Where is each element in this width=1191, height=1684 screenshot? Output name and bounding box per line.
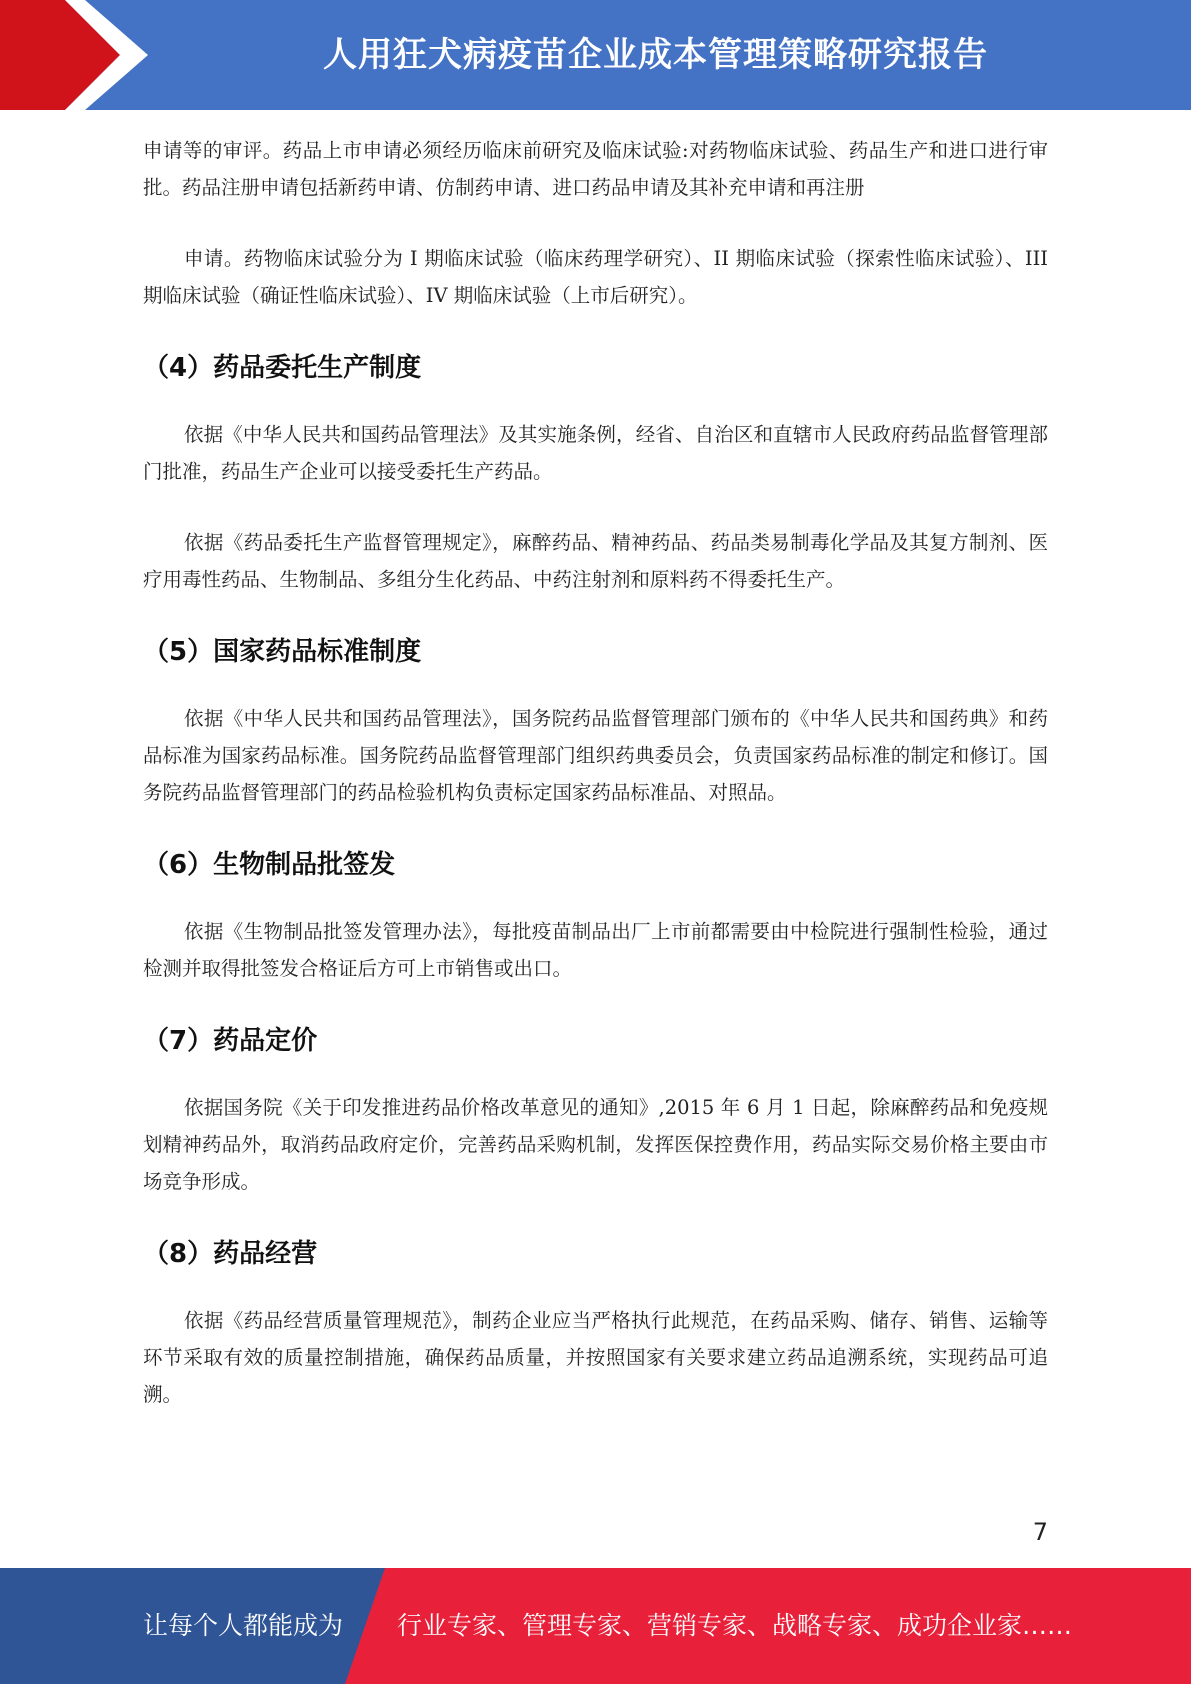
document-body	[143, 132, 1048, 1447]
section-8-paragraph-1: 依据《药品经营质量管理规范》，制药企业应当严格执行此规范，在药品采购、储存、销售、运输等环节采取有效的质量控制措施，确保药品质量，并按照国家有关要求建立药品追溯系统，实现药品可追溯。	[143, 1309, 1048, 1406]
header-chevron-icon	[0, 0, 160, 110]
section-7-paragraph-1: 依据国务院《关于印发推进药品价格改革意见的通知》,2015 年 6 月 1 日起，除麻醉药品和免疫规划精神药品外，取消药品政府定价，完善药品采购机制，发挥医保控费作用，药品实际交易价格主要由市场竞争形成。	[143, 1096, 1048, 1193]
page-number: 7	[1032, 1518, 1048, 1546]
page-footer	[0, 1568, 1191, 1684]
section-heading-7: （7）药品定价	[143, 1026, 318, 1056]
footer-slogan-left: 让每个人都能成为	[143, 1611, 344, 1640]
paragraph-continued: 申请等的审评。药品上市申请必须经历临床前研究及临床试验:对药物临床试验、药品生产和进口进行审批。药品注册申请包括新药申请、仿制药申请、进口药品申请及其补充申请和再注册	[143, 139, 1048, 199]
page-header	[0, 0, 1191, 110]
section-heading-8: （8）药品经营	[143, 1239, 318, 1269]
section-heading-4: （4）药品委托生产制度	[143, 353, 422, 383]
section-4-paragraph-1: 依据《中华人民共和国药品管理法》及其实施条例，经省、自治区和直辖市人民政府药品监督管理部门批准，药品生产企业可以接受委托生产药品。	[143, 423, 1048, 483]
section-heading-6: （6）生物制品批签发	[143, 850, 396, 880]
section-5-paragraph-1: 依据《中华人民共和国药品管理法》，国务院药品监督管理部门颁布的《中华人民共和国药典》和药品标准为国家药品标准。国务院药品监督管理部门组织药典委员会，负责国家药品标准的制定和修订。国务院药品监督管理部门的药品检验机构负责标定国家药品标准品、对照品。	[143, 707, 1048, 804]
section-4-paragraph-2: 依据《药品委托生产监督管理规定》，麻醉药品、精神药品、药品类易制毒化学品及其复方制剂、医疗用毒性药品、生物制品、多组分生化药品、中药注射剂和原料药不得委托生产。	[143, 531, 1048, 591]
footer-slogan-right: 行业专家、管理专家、营销专家、战略专家、成功企业家……	[397, 1611, 1073, 1640]
paragraph-clinical-trials: 申请。药物临床试验分为 I 期临床试验（临床药理学研究）、II 期临床试验（探索性临床试验）、III 期临床试验（确证性临床试验）、IV 期临床试验（上市后研究）。	[143, 247, 1048, 307]
report-title: 人用狂犬病疫苗企业成本管理策略研究报告	[323, 35, 988, 75]
section-6-paragraph-1: 依据《生物制品批签发管理办法》，每批疫苗制品出厂上市前都需要由中检院进行强制性检验，通过检测并取得批签发合格证后方可上市销售或出口。	[143, 920, 1048, 980]
section-heading-5: （5）国家药品标准制度	[143, 637, 422, 667]
